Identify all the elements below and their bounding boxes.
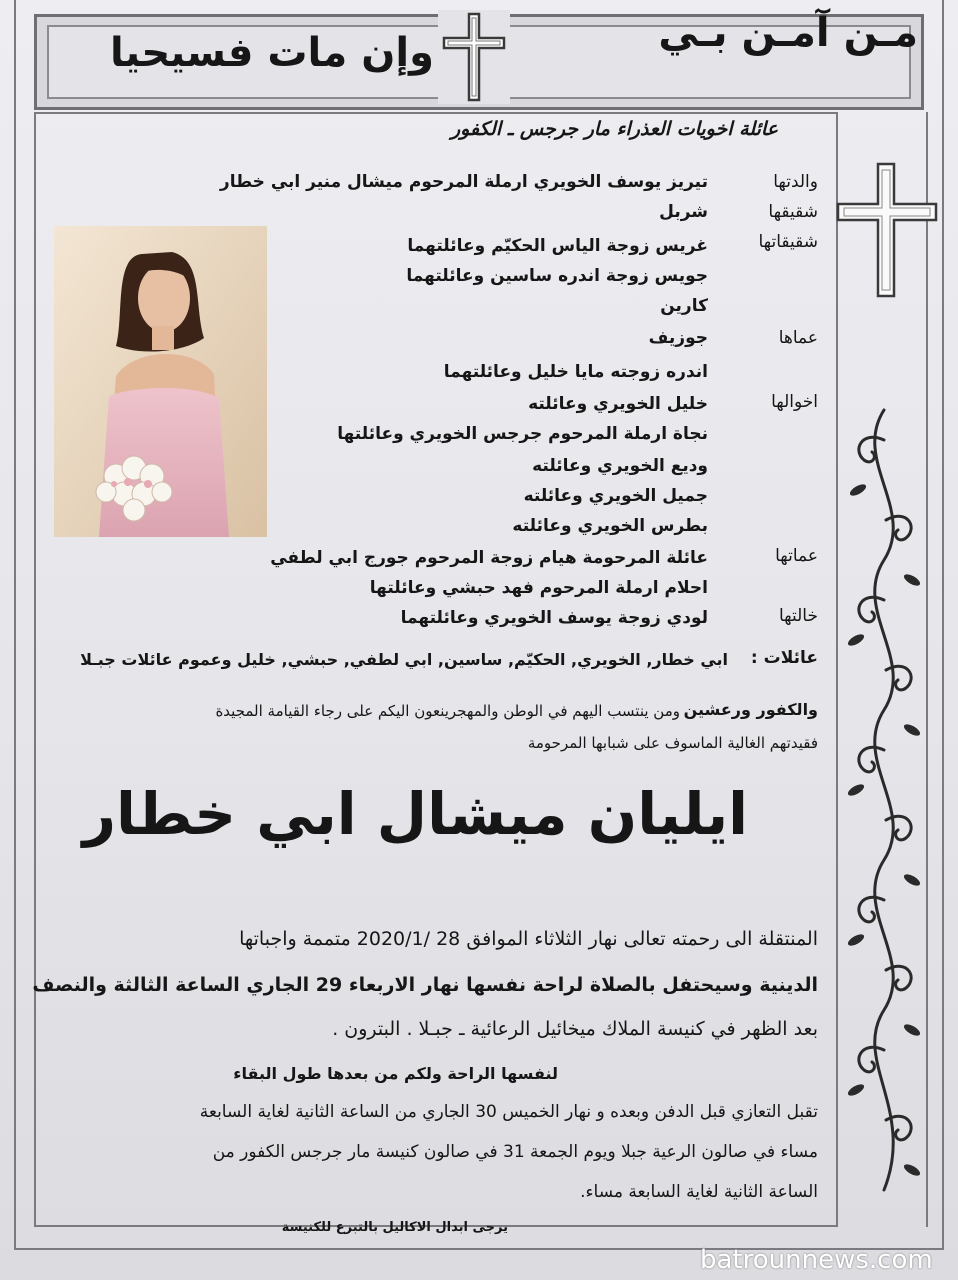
relative-label: عماها: [778, 328, 818, 348]
site-watermark: batrounnews.com: [700, 1245, 933, 1275]
relative-name: بطرس الخويري وعائلته: [512, 516, 708, 536]
intro-line-2: فقيدتهم الغالية الماسوف على شبابها المرحومة: [527, 734, 818, 752]
relative-name: جميل الخويري وعائلته: [523, 486, 708, 506]
relative-label: شقيقها: [768, 202, 818, 222]
relative-name: تيريز يوسف الخويري ارملة المرحوم ميشال منير ابي خطار: [219, 172, 708, 192]
families-list: ابي خطار, الخويري, الحكيّم, ساسين, ابي لطفي, حبشي, خليل وعموم عائلات جبـلا: [80, 650, 728, 669]
relative-name: عائلة المرحومة هيام زوجة المرحوم جورج ابي لطفي: [270, 548, 708, 568]
cross-icon: [438, 10, 510, 104]
header-verse-right: مـن آمـن بـي: [658, 10, 918, 56]
relative-name: شربل: [659, 202, 708, 222]
intro-line-1: ومن ينتسب اليهم في الوطن والمهجرينعون اليكم على رجاء القيامة المجيدة: [215, 702, 680, 720]
families-label: عائلات :: [750, 648, 818, 668]
relative-label: اخوالها: [771, 392, 818, 412]
cross-icon: [832, 160, 942, 300]
relative-label: شقيقاتها: [758, 232, 818, 252]
relative-label: خالتها: [778, 606, 818, 626]
details-line-6: مساء في صالون الرعية جبلا ويوم الجمعة 31 في صالون كنيسة مار جرجس الكفور من: [212, 1142, 818, 1162]
details-line-2: الدينية وسيحتفل بالصلاة لراحة نفسها نهار الاربعاء 29 الجاري الساعة الثالثة والنصف: [32, 974, 818, 996]
header-verse-left: وإن مات فسيحيا: [110, 30, 434, 76]
relative-name: احلام ارملة المرحوم فهد حبشي وعائلتها: [369, 578, 708, 598]
relative-name: كارين: [660, 296, 708, 316]
relative-name: نجاة ارملة المرحوم جرجس الخويري وعائلتها: [337, 424, 708, 444]
deceased-name: ايليان ميشال ابي خطار: [82, 780, 748, 848]
details-line-3: بعد الظهر في كنيسة الملاك ميخائيل الرعائية ـ جبـلا . البترون .: [332, 1018, 818, 1040]
details-line-7: الساعة الثانية لغاية السابعة مساء.: [580, 1182, 818, 1202]
condolence-phrase: لنفسها الراحة ولكم من بعدها طول البقاء: [233, 1064, 558, 1083]
relative-name: جوزيف: [648, 328, 708, 348]
relative-name: خليل الخويري وعائلته: [528, 394, 708, 414]
wreath-note: يرجى ابدال الاكاليل بالتبرع للكنيسة: [281, 1220, 508, 1235]
relative-name: لودي زوجة يوسف الخويري وعائلتهما: [400, 608, 708, 628]
relative-name: غريس زوجة الياس الحكيّم وعائلتهما: [407, 236, 708, 256]
relative-name: جويس زوجة اندره ساسين وعائلتهما: [406, 266, 708, 286]
intro-bold: والكفور ورعشين: [683, 700, 818, 719]
details-line-1: المنتقلة الى رحمته تعالى نهار الثلاثاء الموافق 28 /2020/1 متممة واجباتها: [239, 928, 818, 950]
family-title: عائلة اخويات العذراء مار جرجس ـ الكفور: [450, 118, 778, 140]
details-line-5: تقبل التعازي قبل الدفن وبعده و نهار الخميس 30 الجاري من الساعة الثانية لغاية السابعة: [199, 1102, 818, 1122]
relative-name: وديع الخويري وعائلته: [532, 456, 708, 476]
relative-name: اندره زوجته مايا خليل وعائلتهما: [443, 362, 708, 382]
relative-label: عماتها: [775, 546, 818, 566]
vine-ornament-icon: [842, 400, 926, 1200]
relative-label: والدتها: [773, 172, 818, 192]
portrait-photo: [54, 226, 267, 537]
